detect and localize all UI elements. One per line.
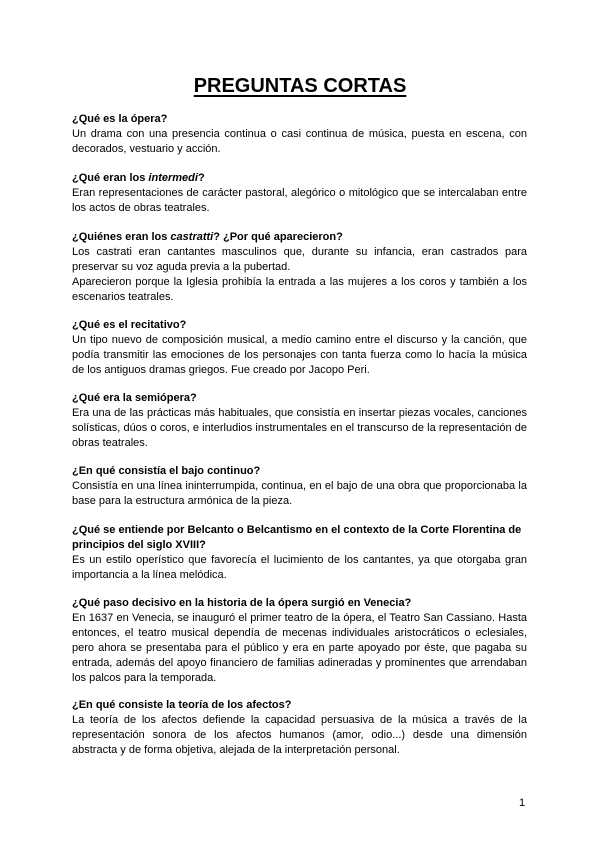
answer: Eran representaciones de carácter pastoral, alegórico o mitológico que se intercalaban entre los actos de obras teatrales. [72,187,527,214]
qa-item-opera [72,112,527,157]
answer: Es un estilo operístico que favorecía el lucimiento de los cantantes, ya que otorgaba gran importancia a la línea melódica. [72,554,527,581]
answer: La teoría de los afectos defiende la capacidad persuasiva de la música a través de la representación sonora de los afectos humanos (amor, odio...) desde una dimensión abstracta y de forma objetiva, alejada de la interpretación personal. [72,714,527,756]
page-number: 1 [519,797,526,809]
question: ¿Qué paso decisivo en la historia de la ópera surgió en Venecia? [72,597,412,609]
page-title [0,75,600,98]
qa-item-castratti [72,230,527,305]
qa-item-recitativo [72,318,527,378]
qa-item-afectos [72,698,527,758]
question: ¿Qué eran los intermedi? [72,172,205,184]
page-title-text: PREGUNTAS CORTAS [193,75,407,97]
qa-item-bajo-continuo [72,464,527,509]
answer: Un drama con una presencia continua o casi continua de música, puesta en escena, con decorados, vestuario y acción. [72,128,527,155]
question: ¿Qué se entiende por Belcanto o Belcantismo en el contexto de la Corte Florentina de principios del siglo XVIII? [72,524,522,551]
answer: Era una de las prácticas más habituales, que consistía en insertar piezas vocales, canciones solísticas, dúos o coros, e interludios instrumentales en el transcurso de la representación de obras teatrales. [72,407,527,449]
answer: Consistía en una línea ininterrumpida, continua, en el bajo de una obra que proporcionaba la base para la estructura armónica de la pieza. [72,480,527,507]
qa-item-semiopera [72,391,527,451]
answer-continued: Aparecieron porque la Iglesia prohibía la entrada a las mujeres a los coros y también a los escenarios teatrales. [72,276,527,303]
question: ¿En qué consistía el bajo continuo? [72,465,261,477]
question: ¿Qué es el recitativo? [72,319,187,331]
qa-item-venecia [72,596,527,686]
answer: Los castrati eran cantantes masculinos que, durante su infancia, eran castrados para preservar su voz aguda previa a la pubertad. [72,246,527,273]
qa-item-belcanto [72,523,527,583]
question: ¿Qué era la semiópera? [72,392,197,404]
question: ¿En qué consiste la teoría de los afectos? [72,699,292,711]
question: ¿Quiénes eran los castratti? ¿Por qué aparecieron? [72,231,343,243]
question: ¿Qué es la ópera? [72,113,168,125]
qa-item-intermedi [72,171,527,216]
answer: En 1637 en Venecia, se inauguró el primer teatro de la ópera, el Teatro San Cassiano. Hasta entonces, el teatro musical dependía de mecenas individuales aristocráticos o eclesiales, pero ahora se presentaba para el público y era en parte apoyado por éste, que pagaba su entrada, además del apoyo financiero de familias adineradas y prominentes que arrendaban los palcos para la temporada. [72,612,527,684]
answer: Un tipo nuevo de composición musical, a medio camino entre el discurso y la canción, que podía transmitir las emociones de los personajes con tanta fuerza como lo hacía la música de los antiguos dramas griegos. Fue creado por Jacopo Peri. [72,334,527,376]
